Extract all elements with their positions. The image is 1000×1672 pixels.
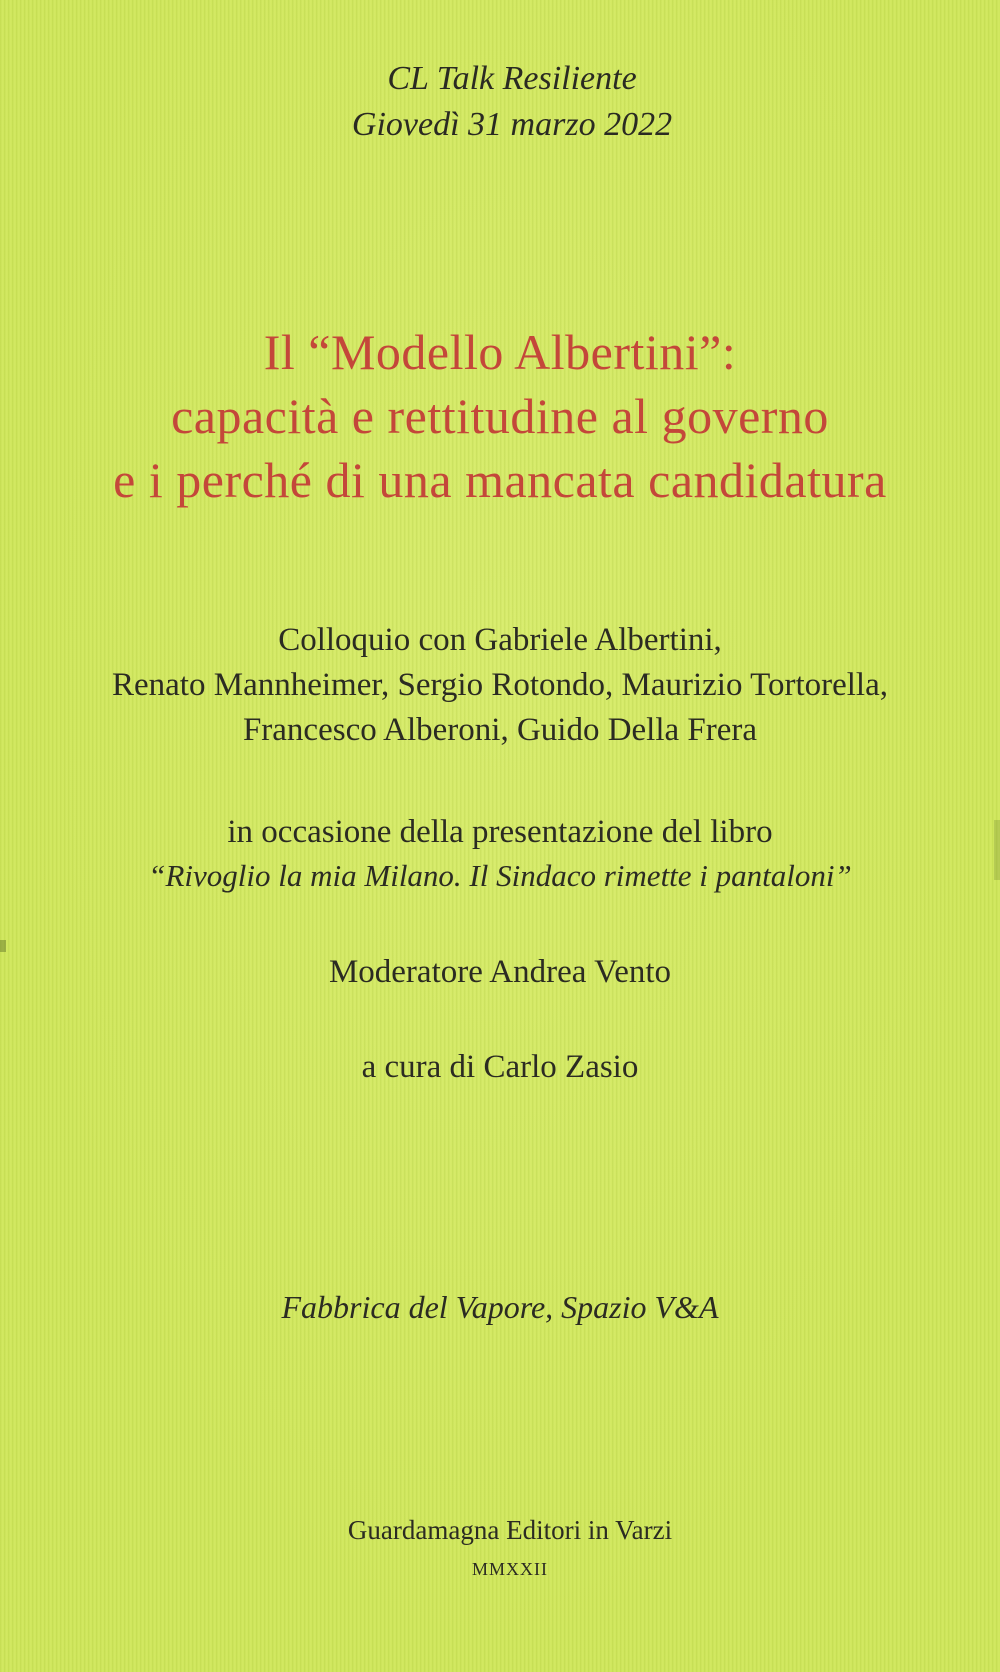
publisher: Guardamagna Editori in Varzi <box>347 1515 673 1545</box>
venue: Fabbrica del Vapore, Spazio V&A <box>281 1289 719 1325</box>
occasion-line: in occasione della presentazione del libro <box>227 814 773 850</box>
book-title <box>0 320 1000 512</box>
title-line-2: capacità e rettitudine al governo <box>171 388 829 444</box>
scan-mark-right <box>994 820 1000 880</box>
publication-year: MMXXII <box>472 1559 548 1579</box>
event-header <box>12 56 1000 148</box>
participants-line-3: Francesco Alberoni, Guido Della Frera <box>242 712 758 748</box>
event-series-name: CL Talk Resiliente <box>387 60 637 97</box>
moderator: Moderatore Andrea Vento <box>328 954 672 990</box>
event-date: Giovedì 31 marzo 2022 <box>351 106 673 143</box>
curator: a cura di Carlo Zasio <box>361 1049 639 1085</box>
book-reference: “Rivoglio la mia Milano. Il Sindaco rimette i pantaloni” <box>148 858 852 893</box>
participants-line-1: Colloquio con Gabriele Albertini, <box>278 622 722 658</box>
title-line-1: Il “Modello Albertini”: <box>263 324 737 380</box>
scan-mark-left <box>0 940 6 952</box>
title-line-3: e i perché di una mancata candidatura <box>113 452 887 508</box>
participants-list <box>0 618 1000 753</box>
occasion-text <box>0 810 1000 898</box>
participants-line-2: Renato Mannheimer, Sergio Rotondo, Maurizio Tortorella, <box>112 667 888 703</box>
